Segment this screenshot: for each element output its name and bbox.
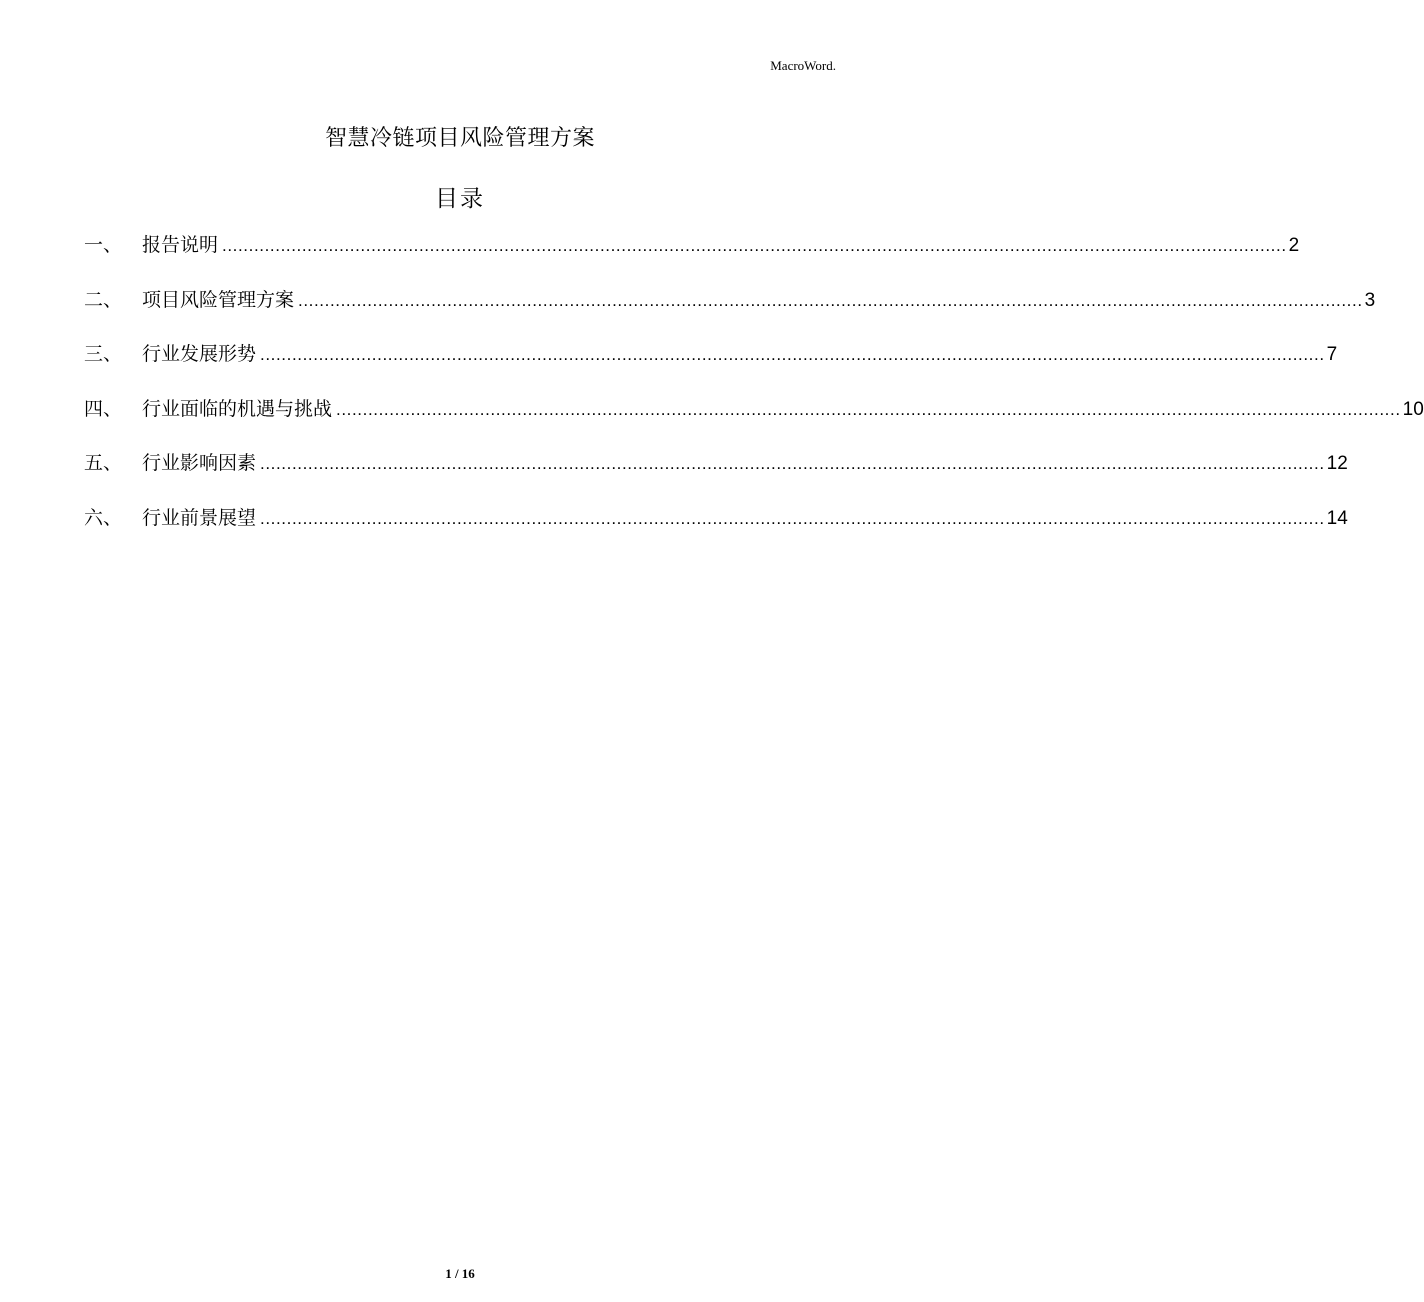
table-of-contents: [84, 230, 1424, 557]
toc-entry[interactable]: [84, 448, 1348, 503]
toc-entry-title: 行业发展形势: [142, 343, 257, 365]
toc-dot-leader: ........................................................................................................................................................................................................: [260, 508, 1325, 528]
toc-dot-leader: ........................................................................................................................................................................................................: [260, 454, 1325, 473]
toc-dot-leader: ........................................................................................................................................................................................................: [222, 236, 1287, 255]
toc-dot-leader: ........................................................................................................................................................................................................: [260, 345, 1325, 364]
document-title: 智慧冷链项目风险管理方案: [324, 126, 595, 151]
toc-entry-number: 六、: [84, 506, 123, 529]
toc-entry[interactable]: [84, 503, 1348, 558]
toc-entry-title: 行业影响因素: [142, 452, 257, 474]
toc-entry[interactable]: [84, 339, 1338, 394]
toc-entry-title: 报告说明: [142, 234, 219, 256]
toc-entry-page: 7: [1326, 344, 1338, 365]
toc-entry[interactable]: [84, 285, 1376, 340]
toc-entry[interactable]: [84, 394, 1424, 449]
toc-entry-title: 行业面临的机遇与挑战: [142, 397, 333, 420]
toc-entry-page: 3: [1364, 289, 1376, 311]
toc-entry-number: 四、: [84, 397, 123, 420]
toc-heading: 目录: [435, 186, 485, 212]
toc-entry-number: 二、: [84, 288, 123, 311]
toc-entry-page: 10: [1402, 398, 1424, 420]
toc-entry-title: 行业前景展望: [142, 506, 257, 529]
toc-entry-title: 项目风险管理方案: [142, 288, 295, 311]
page-number-footer: 1 / 16: [445, 1266, 475, 1281]
toc-entry-number: 一、: [84, 234, 123, 256]
toc-entry-number: 三、: [84, 343, 123, 365]
toc-entry[interactable]: [84, 230, 1300, 285]
toc-entry-page: 2: [1288, 235, 1300, 256]
toc-entry-page: 12: [1326, 453, 1348, 474]
toc-entry-page: 14: [1326, 507, 1348, 529]
header-watermark: MacroWord.: [770, 58, 836, 73]
toc-entry-number: 五、: [84, 452, 123, 474]
toc-dot-leader: ........................................................................................................................................................................................................: [298, 290, 1363, 310]
toc-dot-leader: ........................................................................................................................................................................................................: [336, 399, 1401, 419]
